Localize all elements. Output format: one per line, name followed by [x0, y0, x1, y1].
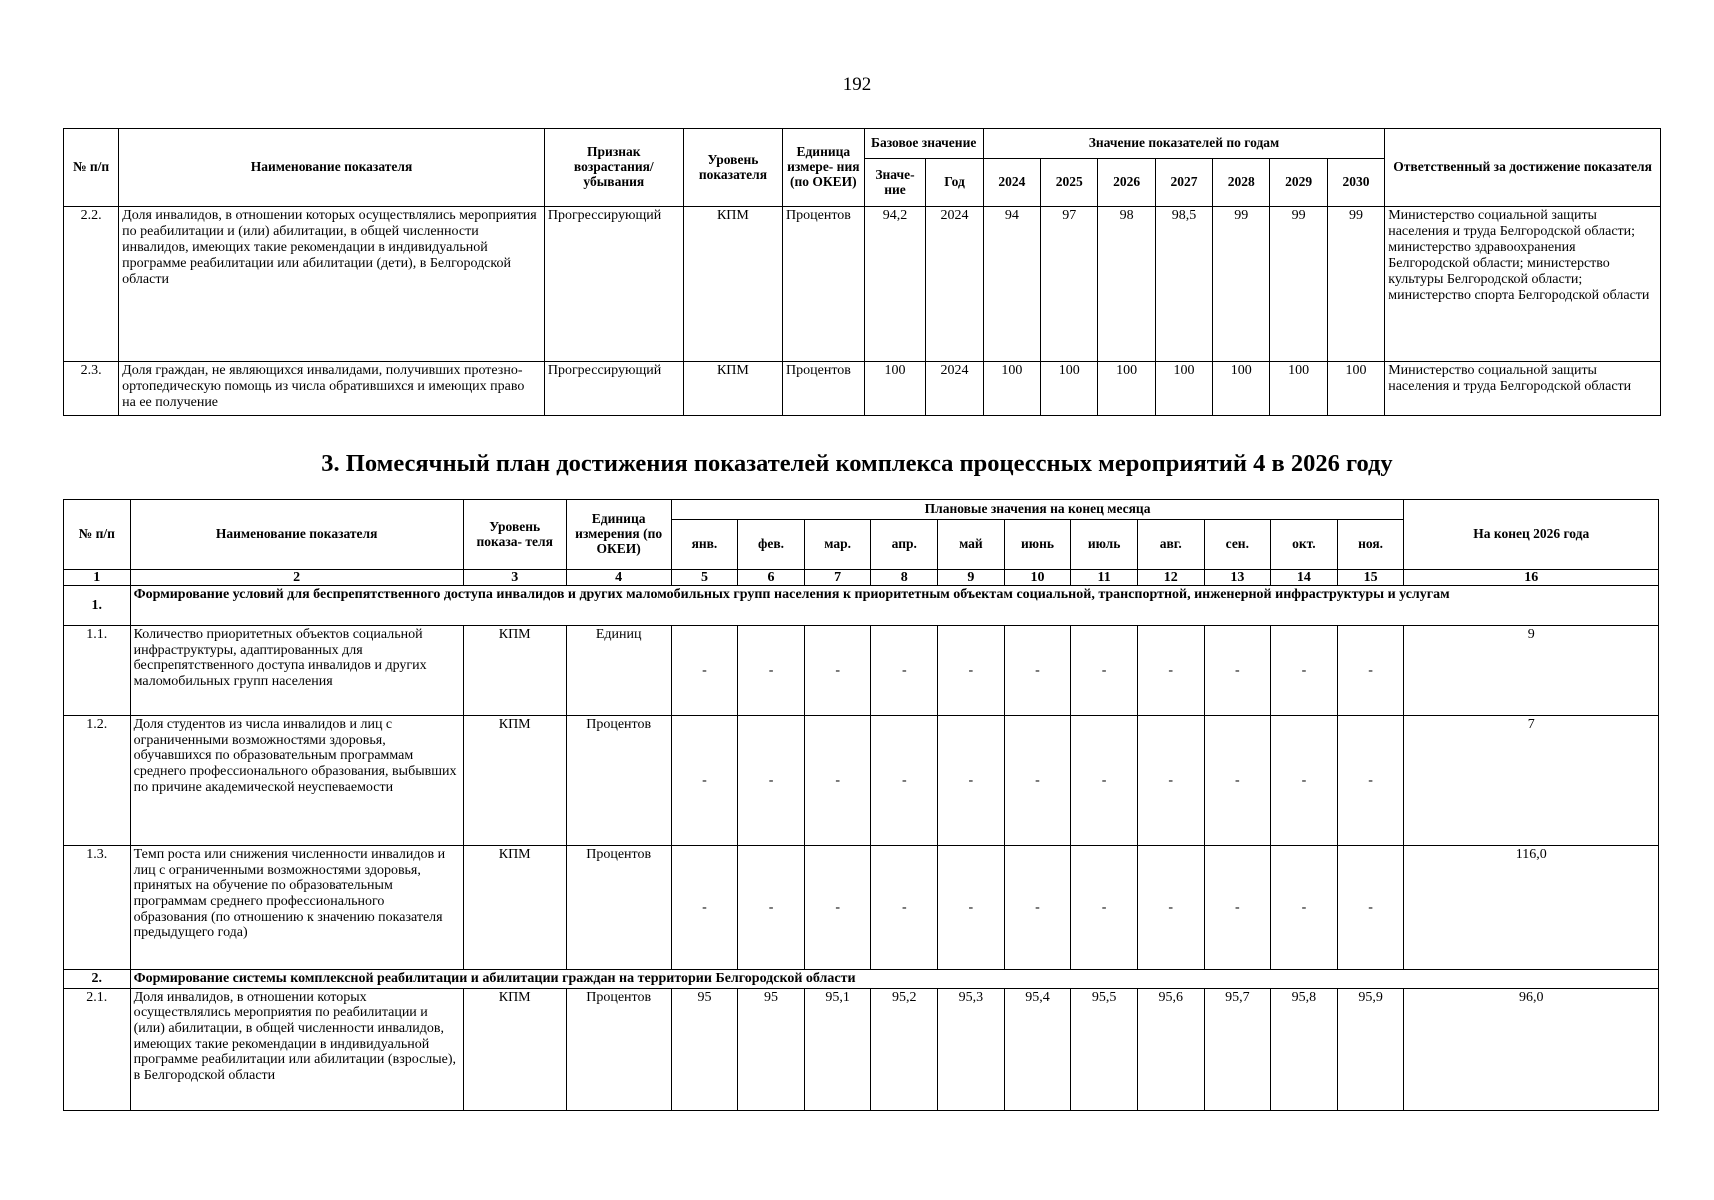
row-year-value: 100	[1098, 362, 1155, 416]
row-year-value: 99	[1327, 207, 1384, 362]
month-value: -	[1271, 846, 1338, 970]
row-base-year: 2024	[926, 362, 983, 416]
header-month: янв.	[671, 520, 738, 570]
row-responsible: Министерство социальной защиты населения и труда Белгородской области; министерство здравоохранения Белгородской области; министерство культуры Белгородской области; министерство спорта Белгородской области	[1385, 207, 1661, 362]
table-row	[64, 988, 1659, 1110]
row-year-value: 100	[1327, 362, 1384, 416]
header-month: сен.	[1204, 520, 1271, 570]
row-level: КПМ	[683, 207, 782, 362]
row-name: Доля граждан, не являющихся инвалидами, получивших протезно-ортопедическую помощь из числа обратившихся и имеющих право на ее получение	[119, 362, 545, 416]
row-year-value: 100	[1041, 362, 1098, 416]
column-number: 3	[463, 570, 566, 586]
row-year-value: 99	[1270, 207, 1327, 362]
row-year-value: 97	[1041, 207, 1098, 362]
row-trend: Прогрессирующий	[544, 207, 683, 362]
month-value: -	[1271, 716, 1338, 846]
table-row	[64, 207, 1661, 362]
header-month: авг.	[1137, 520, 1204, 570]
header-level: Уровень показа- теля	[463, 500, 566, 570]
row-trend: Прогрессирующий	[544, 362, 683, 416]
month-value: -	[1004, 716, 1071, 846]
row-year-value: 100	[1270, 362, 1327, 416]
month-value: -	[1337, 846, 1404, 970]
row-level: КПМ	[463, 626, 566, 716]
month-value: -	[938, 846, 1005, 970]
row-unit: Процентов	[566, 988, 671, 1110]
month-value: -	[804, 846, 871, 970]
row-year-value: 98,5	[1155, 207, 1212, 362]
row-year-value: 100	[1155, 362, 1212, 416]
row-name: Темп роста или снижения численности инвалидов и лиц с ограниченными возможностями здоровья, принятых на обучение по образовательным программам среднего профессионального образования (по отношению к значению показателя предыдущего года)	[130, 846, 463, 970]
month-value: 95,2	[871, 988, 938, 1110]
table-row	[64, 846, 1659, 970]
row-level: КПМ	[463, 716, 566, 846]
header-responsible: Ответственный за достижение показателя	[1385, 129, 1661, 207]
month-value: 95,8	[1271, 988, 1338, 1110]
month-value: -	[1337, 626, 1404, 716]
month-value: -	[871, 846, 938, 970]
row-responsible: Министерство социальной защиты населения и труда Белгородской области	[1385, 362, 1661, 416]
row-level: КПМ	[463, 846, 566, 970]
month-value: -	[738, 846, 805, 970]
header-unit: Единица измере- ния (по ОКЕИ)	[783, 129, 865, 207]
row-unit: Процентов	[566, 846, 671, 970]
header-month: апр.	[871, 520, 938, 570]
row-name: Количество приоритетных объектов социальной инфраструктуры, адаптированных для беспрепятственного доступа инвалидов и других маломобильных групп населения	[130, 626, 463, 716]
month-value: 95,1	[804, 988, 871, 1110]
month-value: -	[1137, 626, 1204, 716]
month-value: -	[1071, 626, 1138, 716]
month-value: 95,3	[938, 988, 1005, 1110]
month-value: -	[1137, 716, 1204, 846]
row-level: КПМ	[683, 362, 782, 416]
row-year-value: 99	[1213, 207, 1270, 362]
month-value: -	[671, 716, 738, 846]
header-num: № п/п	[64, 500, 131, 570]
month-value: 95,4	[1004, 988, 1071, 1110]
column-number: 2	[130, 570, 463, 586]
header-year: 2027	[1155, 159, 1212, 207]
row-num: 1.3.	[64, 846, 131, 970]
header-trend: Признак возрастания/ убывания	[544, 129, 683, 207]
end-value: 7	[1404, 716, 1659, 846]
row-num: 2.3.	[64, 362, 119, 416]
month-value: -	[1271, 626, 1338, 716]
header-month: ноя.	[1337, 520, 1404, 570]
header-month: июнь	[1004, 520, 1071, 570]
section-row	[64, 970, 1659, 989]
month-value: -	[1204, 626, 1271, 716]
month-value: 95,5	[1071, 988, 1138, 1110]
row-unit: Процентов	[783, 362, 865, 416]
row-base-year: 2024	[926, 207, 983, 362]
header-years-group: Значение показателей по годам	[983, 129, 1384, 159]
month-value: -	[871, 626, 938, 716]
row-num: 2.2.	[64, 207, 119, 362]
month-value: -	[804, 716, 871, 846]
row-unit: Процентов	[566, 716, 671, 846]
column-number: 5	[671, 570, 738, 586]
row-name: Доля студентов из числа инвалидов и лиц с ограниченными возможностями здоровья, обучавшихся по образовательным программам среднего профессионального образования, выбывших по причине академической неуспеваемости	[130, 716, 463, 846]
month-value: -	[1071, 716, 1138, 846]
month-value: 95,6	[1137, 988, 1204, 1110]
month-value: -	[671, 846, 738, 970]
header-year: 2024	[983, 159, 1040, 207]
header-name: Наименование показателя	[130, 500, 463, 570]
row-num: 1.1.	[64, 626, 131, 716]
page-number: 192	[842, 74, 872, 95]
row-year-value: 98	[1098, 207, 1155, 362]
header-year: 2029	[1270, 159, 1327, 207]
header-unit: Единица измерения (по ОКЕИ)	[566, 500, 671, 570]
row-unit: Единиц	[566, 626, 671, 716]
monthly-plan-table	[63, 499, 1659, 1111]
section-row	[64, 586, 1659, 626]
end-value: 9	[1404, 626, 1659, 716]
row-unit: Процентов	[783, 207, 865, 362]
row-name: Доля инвалидов, в отношении которых осуществлялись мероприятия по реабилитации и (или) абилитации, в общей численности инвалидов, имеющих такие рекомендации в индивидуальной программе реабилитации или абилитации (взрослые), в Белгородской области	[130, 988, 463, 1110]
header-name: Наименование показателя	[119, 129, 545, 207]
row-num: 2.1.	[64, 988, 131, 1110]
header-month: май	[938, 520, 1005, 570]
header-base: Базовое значение	[864, 129, 983, 159]
column-number: 7	[804, 570, 871, 586]
row-year-value: 100	[1213, 362, 1270, 416]
end-value: 96,0	[1404, 988, 1659, 1110]
month-value: -	[738, 716, 805, 846]
section-title: 3. Помесячный план достижения показателей комплекса процессных мероприятий 4 в 2026 году	[321, 450, 1393, 477]
column-number: 4	[566, 570, 671, 586]
header-month: окт.	[1271, 520, 1338, 570]
header-month: мар.	[804, 520, 871, 570]
month-value: 95	[738, 988, 805, 1110]
header-months-group: Плановые значения на конец месяца	[671, 500, 1404, 520]
column-number: 9	[938, 570, 1005, 586]
column-number: 10	[1004, 570, 1071, 586]
header-base-year: Год	[926, 159, 983, 207]
column-number: 13	[1204, 570, 1271, 586]
row-name: Доля инвалидов, в отношении которых осуществлялись мероприятия по реабилитации и (или) абилитации, в общей численности инвалидов, имеющих такие рекомендации в индивидуальной программе реабилитации или абилитации (дети), в Белгородской области	[119, 207, 545, 362]
month-value: -	[1004, 846, 1071, 970]
header-base-value: Значе- ние	[864, 159, 926, 207]
header-level: Уровень показателя	[683, 129, 782, 207]
month-value: -	[938, 716, 1005, 846]
column-number: 6	[738, 570, 805, 586]
section-num: 1.	[64, 586, 131, 626]
row-year-value: 100	[983, 362, 1040, 416]
month-value: -	[1004, 626, 1071, 716]
month-value: 95,9	[1337, 988, 1404, 1110]
column-numbers-row	[64, 570, 1659, 586]
month-value: -	[1204, 846, 1271, 970]
header-year: 2026	[1098, 159, 1155, 207]
column-number: 15	[1337, 570, 1404, 586]
table-row	[64, 362, 1661, 416]
header-month: июль	[1071, 520, 1138, 570]
section-name: Формирование системы комплексной реабилитации и абилитации граждан на территории Белгородской области	[130, 970, 1658, 989]
column-number: 16	[1404, 570, 1659, 586]
header-num: № п/п	[64, 129, 119, 207]
header-year: 2028	[1213, 159, 1270, 207]
column-number: 11	[1071, 570, 1138, 586]
month-value: -	[804, 626, 871, 716]
table-row	[64, 626, 1659, 716]
row-base-value: 94,2	[864, 207, 926, 362]
annual-indicators-table	[63, 128, 1661, 416]
header-end: На конец 2026 года	[1404, 500, 1659, 570]
column-number: 1	[64, 570, 131, 586]
section-num: 2.	[64, 970, 131, 989]
month-value: -	[1071, 846, 1138, 970]
row-num: 1.2.	[64, 716, 131, 846]
row-year-value: 94	[983, 207, 1040, 362]
month-value: -	[1337, 716, 1404, 846]
end-value: 116,0	[1404, 846, 1659, 970]
month-value: -	[938, 626, 1005, 716]
month-value: -	[671, 626, 738, 716]
header-year: 2025	[1041, 159, 1098, 207]
month-value: -	[738, 626, 805, 716]
column-number: 8	[871, 570, 938, 586]
column-number: 12	[1137, 570, 1204, 586]
month-value: -	[1204, 716, 1271, 846]
month-value: 95	[671, 988, 738, 1110]
row-base-value: 100	[864, 362, 926, 416]
table-row	[64, 716, 1659, 846]
month-value: -	[1137, 846, 1204, 970]
header-year: 2030	[1327, 159, 1384, 207]
row-level: КПМ	[463, 988, 566, 1110]
month-value: -	[871, 716, 938, 846]
section-name: Формирование условий для беспрепятственного доступа инвалидов и других маломобильных групп населения к приоритетным объектам социальной, транспортной, инженерной инфраструктуры и услугам	[130, 586, 1658, 626]
month-value: 95,7	[1204, 988, 1271, 1110]
column-number: 14	[1271, 570, 1338, 586]
header-month: фев.	[738, 520, 805, 570]
